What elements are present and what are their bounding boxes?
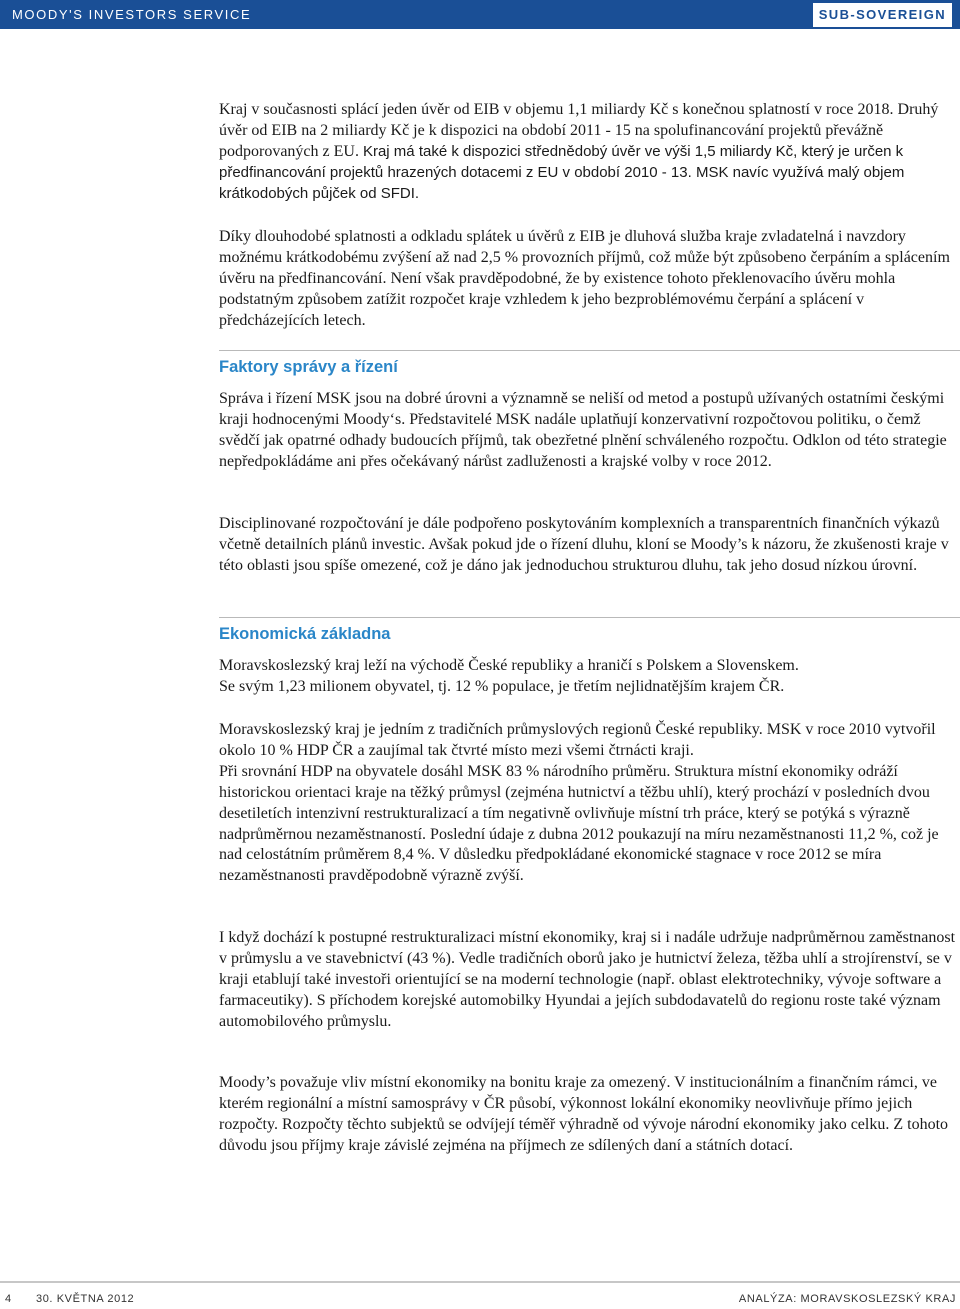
paragraph-debt-service: Díky dlouhodobé splatnosti a odkladu splátek u úvěrů z EIB je dluhová služba kraje zvladatelná i navzdory možnému krátkodobému zvýšení až nad 2,5 % provozních příjmů, což může být způsobeno čerpáním a splácením úvěru na předfinancování. Není však pravděpodobné, že by existence tohoto překlenovacího úvěru mohla podstatným způsobem zatížit rozpočet kraje vzhledem k jeho bezproblémovému čerpání a splácení v předcházejících letech. [219, 228, 950, 329]
header-bar [0, 0, 960, 30]
paragraph-industry [219, 720, 959, 887]
paragraph-eib-loans [219, 100, 959, 205]
paragraph-governance: Správa i řízení MSK jsou na dobré úrovni a významně se neliší od metod a postupů užívaných ostatními českými kraji hodnocenými Moody‘s. Představitelé MSK nadále uplatňují konzervativní rozpočtovou politiku, o čemž svědčí jak opatrné odhady budoucích příjmů, tak obezřetné plnění schváleného rozpočtu. Odklon od této strategie nepředpokládáme ani přes očekávaný nárůst zadluženosti a krajské volby v roce 2012. [219, 390, 947, 470]
paragraph-industry-part2: Při srovnání HDP na obyvatele dosáhl MSK 83 % národního průměru. Struktura místní ekonomiky odráží historickou orientaci kraje na těžký průmysl (zejména hutnictví a těžbu uhlí), který prochází v posledních dvou desetiletích intenzivní restrukturalizací a tím negativně ovlivňuje místní trh práce, který se potýká s výrazně nadprůměrnou nezaměstnaností. Poslední údaje z dubna 2012 poukazují na míru nezaměstnanosti 11,2 %, což je nad celostátním průměrem 8,4 %. V důsledku předpokládané ekonomické stagnace v roce 2012 se míra nezaměstnanosti pravděpodobně výrazně zvýší. [219, 762, 939, 885]
publisher-name: MOODY'S INVESTORS SERVICE [12, 7, 252, 22]
section-divider [219, 350, 960, 351]
paragraph-eib-loans-part1: Kraj v současnosti splácí jeden úvěr od EIB v objemu 1,1 miliardy Kč s konečnou splatností v roce 2018. Druhý úvěr od EIB na 2 miliardy Kč je k dispozici na období 2011 - 15 na spolufinancování projektů převážně podporovaných z EU. [219, 101, 939, 160]
paragraph-industry-part1: Moravskoslezský kraj je jedním z tradičních průmyslových regionů České republiky. MSK v roce 2010 vytvořil okolo 10 % HDP ČR a zaujímal tak čtvrté místo mezi všemi čtrnácti kraji. [219, 721, 936, 759]
publication-date: 30. KVĚTNA 2012 [36, 1293, 135, 1305]
paragraph-location-line2: Se svým 1,23 milionem obyvatel, tj. 12 % populace, je třetím nejlidnatějším krajem ČR. [219, 677, 785, 695]
paragraph-economy-influence: Moody’s považuje vliv místní ekonomiky na bonitu kraje za omezený. V institucionálním a finančním rámci, ve kterém regionální a místní samosprávy v ČR působí, výkonnost lokální ekonomiky neovlivňuje přímo jejich rozpočty. Rozpočty těchto subjektů se odvíjejí téměř výhradně od vývoje národní ekonomiky jako celku. Z tohoto důvodu jsou příjmy kraje závislé zejména na příjmech ze sdílených daní a státních dotací. [219, 1074, 949, 1154]
document-title: ANALÝZA: MORAVSKOSLEZSKÝ KRAJ [738, 1293, 956, 1305]
paragraph-eib-loans-part2: Kraj má také k dispozici střednědobý úvěr ve výši 1,5 miliardy Kč, který je určen k předfinancování projektů hrazených dotacemi z EU v období 2010 - 13. MSK navíc využívá malý objem krátkodobých půjček od SFDI. [219, 142, 905, 202]
page-number: 4 [5, 1293, 12, 1305]
paragraph-location-line1: Moravskoslezský kraj leží na východě České republiky a hraničí s Polskem a Slovenskem. [219, 657, 799, 674]
report-category-badge: SUB-SOVEREIGN [813, 3, 952, 27]
paragraph-restructuring: I když dochází k postupné restrukturalizaci místní ekonomiky, kraj si i nadále udržuje nadprůměrnou zaměstnanost v průmyslu a ve stavebnictví (43 %). Vedle tradičních oborů jako je hutnictví železa, těžba uhlí a strojírenství, se v kraji etablují také investoři orientující se na moderní technologie (např. oblast elektrotechniky, vývoje software a farmaceutiky). S příchodem korejské automobilky Hyundai a jejích subdodavatelů do regionu roste také význam automobilového průmyslu. [219, 929, 956, 1030]
section-title-economic-base: Ekonomická základna [219, 625, 391, 643]
paragraph-location [219, 656, 959, 698]
section-divider [219, 617, 960, 618]
paragraph-budgeting: Disciplinované rozpočtování je dále podpořeno poskytováním komplexních a transparentních finančních výkazů včetně detailních plánů investic. Avšak pokud jde o řízení dluhu, kloní se Moody’s k názoru, že zkušenosti kraje v této oblasti jsou spíše omezené, což je dáno jak jednoduchou strukturou dluhu, tak jeho dosud nízkou úrovní. [219, 515, 949, 574]
footer-divider [0, 1281, 960, 1283]
section-title-governance: Faktory správy a řízení [219, 358, 398, 376]
